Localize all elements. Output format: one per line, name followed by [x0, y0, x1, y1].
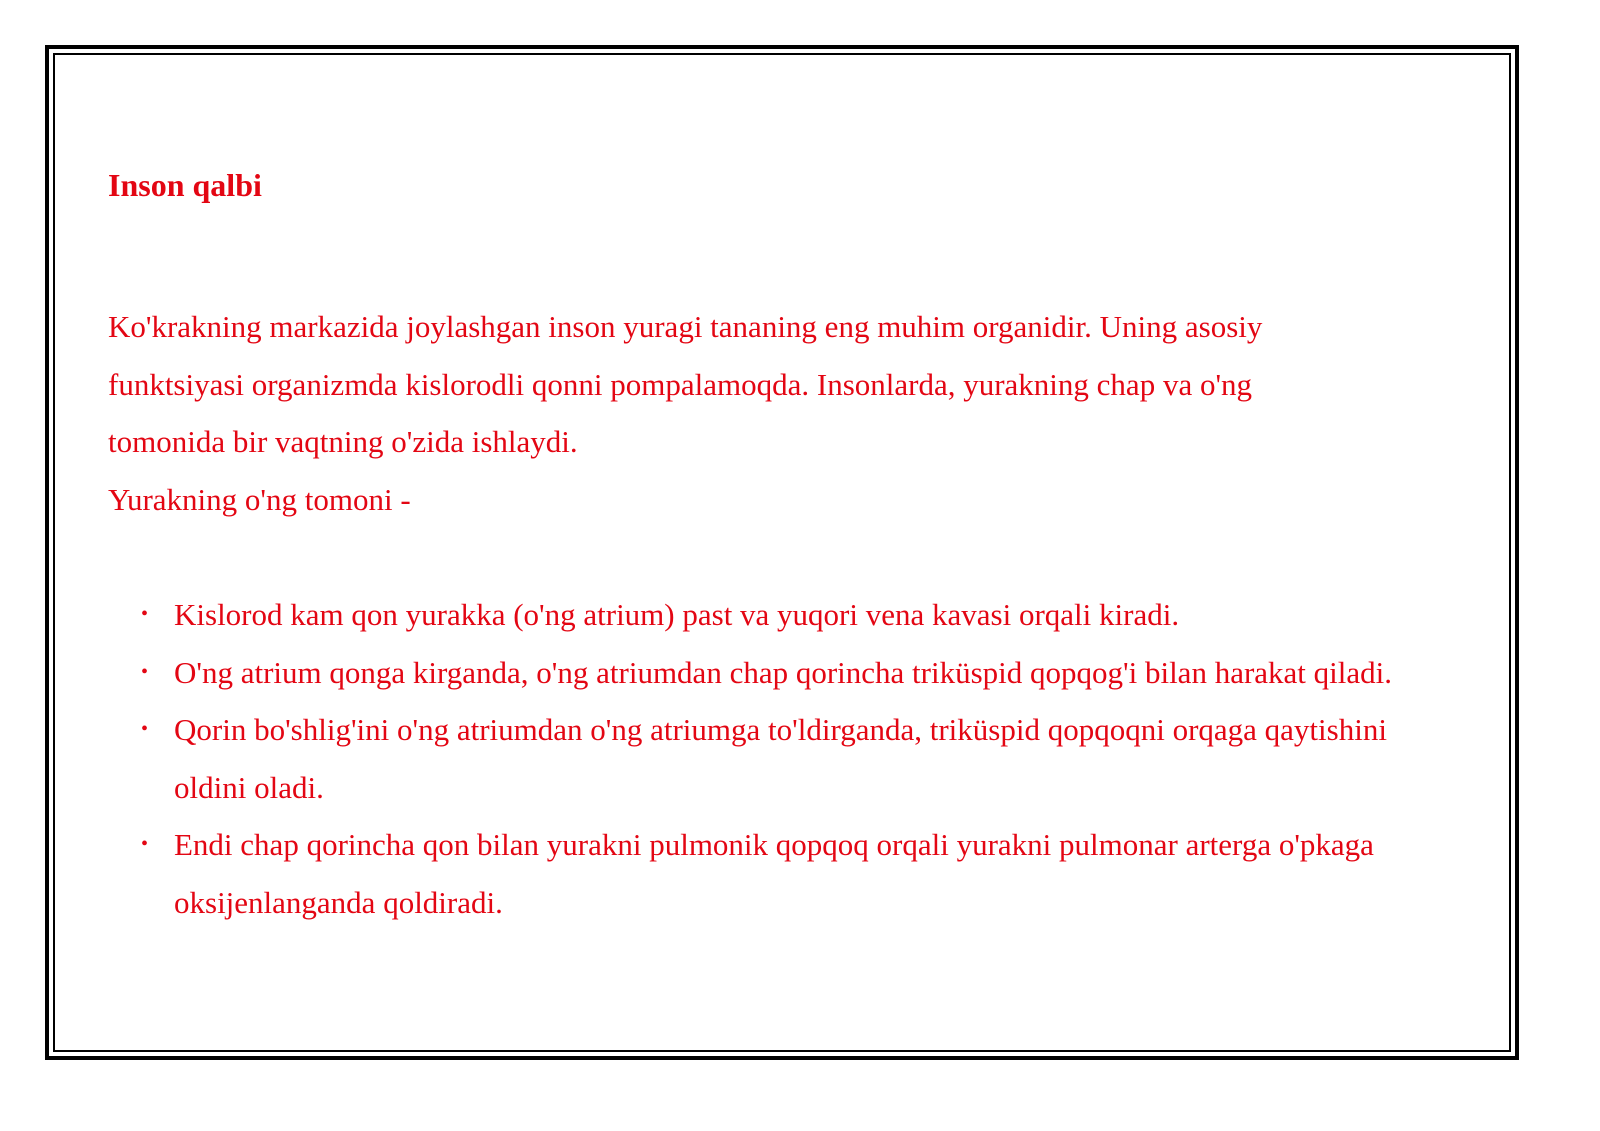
list-item-text: Kislorod kam qon yurakka (o'ng atrium) past va yuqori vena kavasi orqali kiradi.: [174, 597, 1180, 632]
list-item: [108, 816, 1428, 931]
bullet-icon: •: [141, 603, 149, 625]
intro-paragraph: [108, 298, 1428, 471]
document-body: [108, 162, 1428, 931]
bullet-icon: •: [141, 660, 149, 683]
list-item-text: Qorin bo'shlig'ini o'ng atriumdan o'ng atriumga to'ldirganda, triküspid qopqoqni orqaga qaytishini oldini oladi.: [174, 712, 1387, 805]
list-item: [108, 701, 1428, 816]
bullet-icon: •: [141, 833, 149, 855]
list-item: [108, 644, 1428, 702]
paragraph-line: Ko'krakning markazida joylashgan inson yuragi tananing eng muhim organidir. Uning asosiy: [108, 309, 1263, 344]
section-subheading: Yurakning o'ng tomoni -: [108, 481, 411, 517]
list-item: [108, 586, 1428, 644]
list-item-text: O'ng atrium qonga kirganda, o'ng atriumdan chap qorincha triküspid qopqog'i bilan harakat qiladi.: [174, 654, 1393, 690]
list-item-text: Endi chap qorincha qon bilan yurakni pulmonik qopqoq orqali yurakni pulmonar arterga o'pkaga oksijenlanganda qoldiradi.: [174, 827, 1374, 920]
paragraph-line: tomonida bir vaqtning o'zida ishlaydi.: [108, 424, 578, 459]
paragraph-line: funktsiyasi organizmda kislorodli qonni pompalamoqda. Insonlarda, yurakning chap va o'ng: [108, 366, 1253, 402]
bullet-icon: •: [141, 718, 149, 740]
document-title: Inson qalbi: [108, 167, 262, 203]
bullet-list: [108, 586, 1428, 931]
